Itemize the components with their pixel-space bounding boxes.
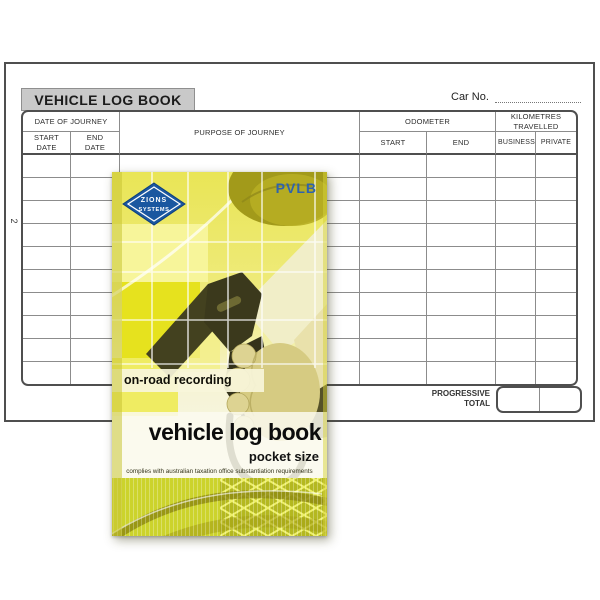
- log-cell-empty: [360, 270, 427, 293]
- booklet-cover: [112, 172, 327, 536]
- log-cell-empty: [496, 247, 536, 270]
- log-cell-empty: [360, 178, 427, 201]
- log-cell-empty: [427, 155, 496, 178]
- header-odometer-end: END: [427, 132, 496, 155]
- booklet-title: vehicle log book: [148, 419, 321, 445]
- log-cell-empty: [23, 155, 71, 178]
- product-code: PVLB: [275, 180, 317, 196]
- header-odometer: ODOMETER: [360, 112, 496, 132]
- log-cell-empty: [496, 293, 536, 316]
- log-cell-empty: [360, 316, 427, 339]
- booklet-subtitle: pocket size: [248, 449, 319, 464]
- log-cell-empty: [496, 224, 536, 247]
- log-cell-empty: [427, 339, 496, 362]
- header-odometer-start: START: [360, 132, 427, 155]
- logo-line2: SYSTEMS: [138, 207, 170, 213]
- log-cell-empty: [360, 339, 427, 362]
- log-cell-empty: [536, 155, 576, 178]
- log-cell-empty: [496, 339, 536, 362]
- log-cell-empty: [427, 270, 496, 293]
- log-cell-empty: [536, 201, 576, 224]
- log-cell-empty: [23, 178, 71, 201]
- log-cell-empty: [23, 339, 71, 362]
- log-cell-empty: [427, 247, 496, 270]
- header-private: PRIVATE: [536, 132, 576, 155]
- header-business: BUSINESS: [496, 132, 536, 155]
- log-cell-empty: [496, 270, 536, 293]
- booklet-tagline: on-road recording: [124, 373, 232, 387]
- log-cell-empty: [496, 178, 536, 201]
- progressive-total-cells: [496, 386, 582, 413]
- log-cell-empty: [496, 201, 536, 224]
- car-no-field: [451, 90, 581, 103]
- log-cell-empty: [23, 247, 71, 270]
- log-cell-empty: [23, 224, 71, 247]
- log-cell-empty: [536, 224, 576, 247]
- car-no-dotted-line: [495, 90, 581, 103]
- log-cell-empty: [536, 247, 576, 270]
- fuel-pump-photo: [112, 172, 327, 536]
- log-cell-empty: [23, 362, 71, 384]
- log-cell-empty: [536, 316, 576, 339]
- log-cell-empty: [427, 224, 496, 247]
- log-cell-empty: [427, 316, 496, 339]
- log-cell-empty: [360, 247, 427, 270]
- log-cell-empty: [360, 201, 427, 224]
- log-cell-empty: [536, 362, 576, 384]
- log-cell-empty: [496, 155, 536, 178]
- log-cell-empty: [23, 270, 71, 293]
- log-cell-empty: [496, 316, 536, 339]
- page-number: 2: [9, 218, 19, 224]
- log-cell-empty: [23, 201, 71, 224]
- log-cell-empty: [427, 362, 496, 384]
- page-title: VEHICLE LOG BOOK: [21, 88, 195, 111]
- log-cell-empty: [427, 178, 496, 201]
- header-kilometres-travelled: KILOMETRES TRAVELLED: [496, 112, 576, 132]
- progressive-total-divider: [539, 388, 540, 411]
- log-cell-empty: [23, 316, 71, 339]
- log-cell-empty: [536, 178, 576, 201]
- header-purpose-of-journey: PURPOSE OF JOURNEY: [120, 112, 360, 155]
- log-cell-empty: [427, 293, 496, 316]
- progressive-total-label: PROGRESSIVE TOTAL: [431, 389, 490, 408]
- log-cell-empty: [23, 293, 71, 316]
- log-cell-empty: [360, 362, 427, 384]
- log-cell-empty: [536, 339, 576, 362]
- log-cell-empty: [536, 270, 576, 293]
- logo-line1: ZIONS: [140, 197, 168, 204]
- header-end-date: END DATE: [71, 132, 120, 155]
- log-cell-empty: [536, 293, 576, 316]
- zions-systems-logo: [122, 182, 186, 226]
- car-no-label: Car No.: [451, 91, 489, 103]
- log-cell-empty: [360, 155, 427, 178]
- header-date-of-journey: DATE OF JOURNEY: [23, 112, 120, 132]
- log-cell-empty: [496, 362, 536, 384]
- log-cell-empty: [360, 293, 427, 316]
- compliance-note: complies with australian taxation office substantiation requirements: [126, 468, 313, 475]
- log-cell-empty: [360, 224, 427, 247]
- log-cell-empty: [427, 201, 496, 224]
- header-start-date: START DATE: [23, 132, 71, 155]
